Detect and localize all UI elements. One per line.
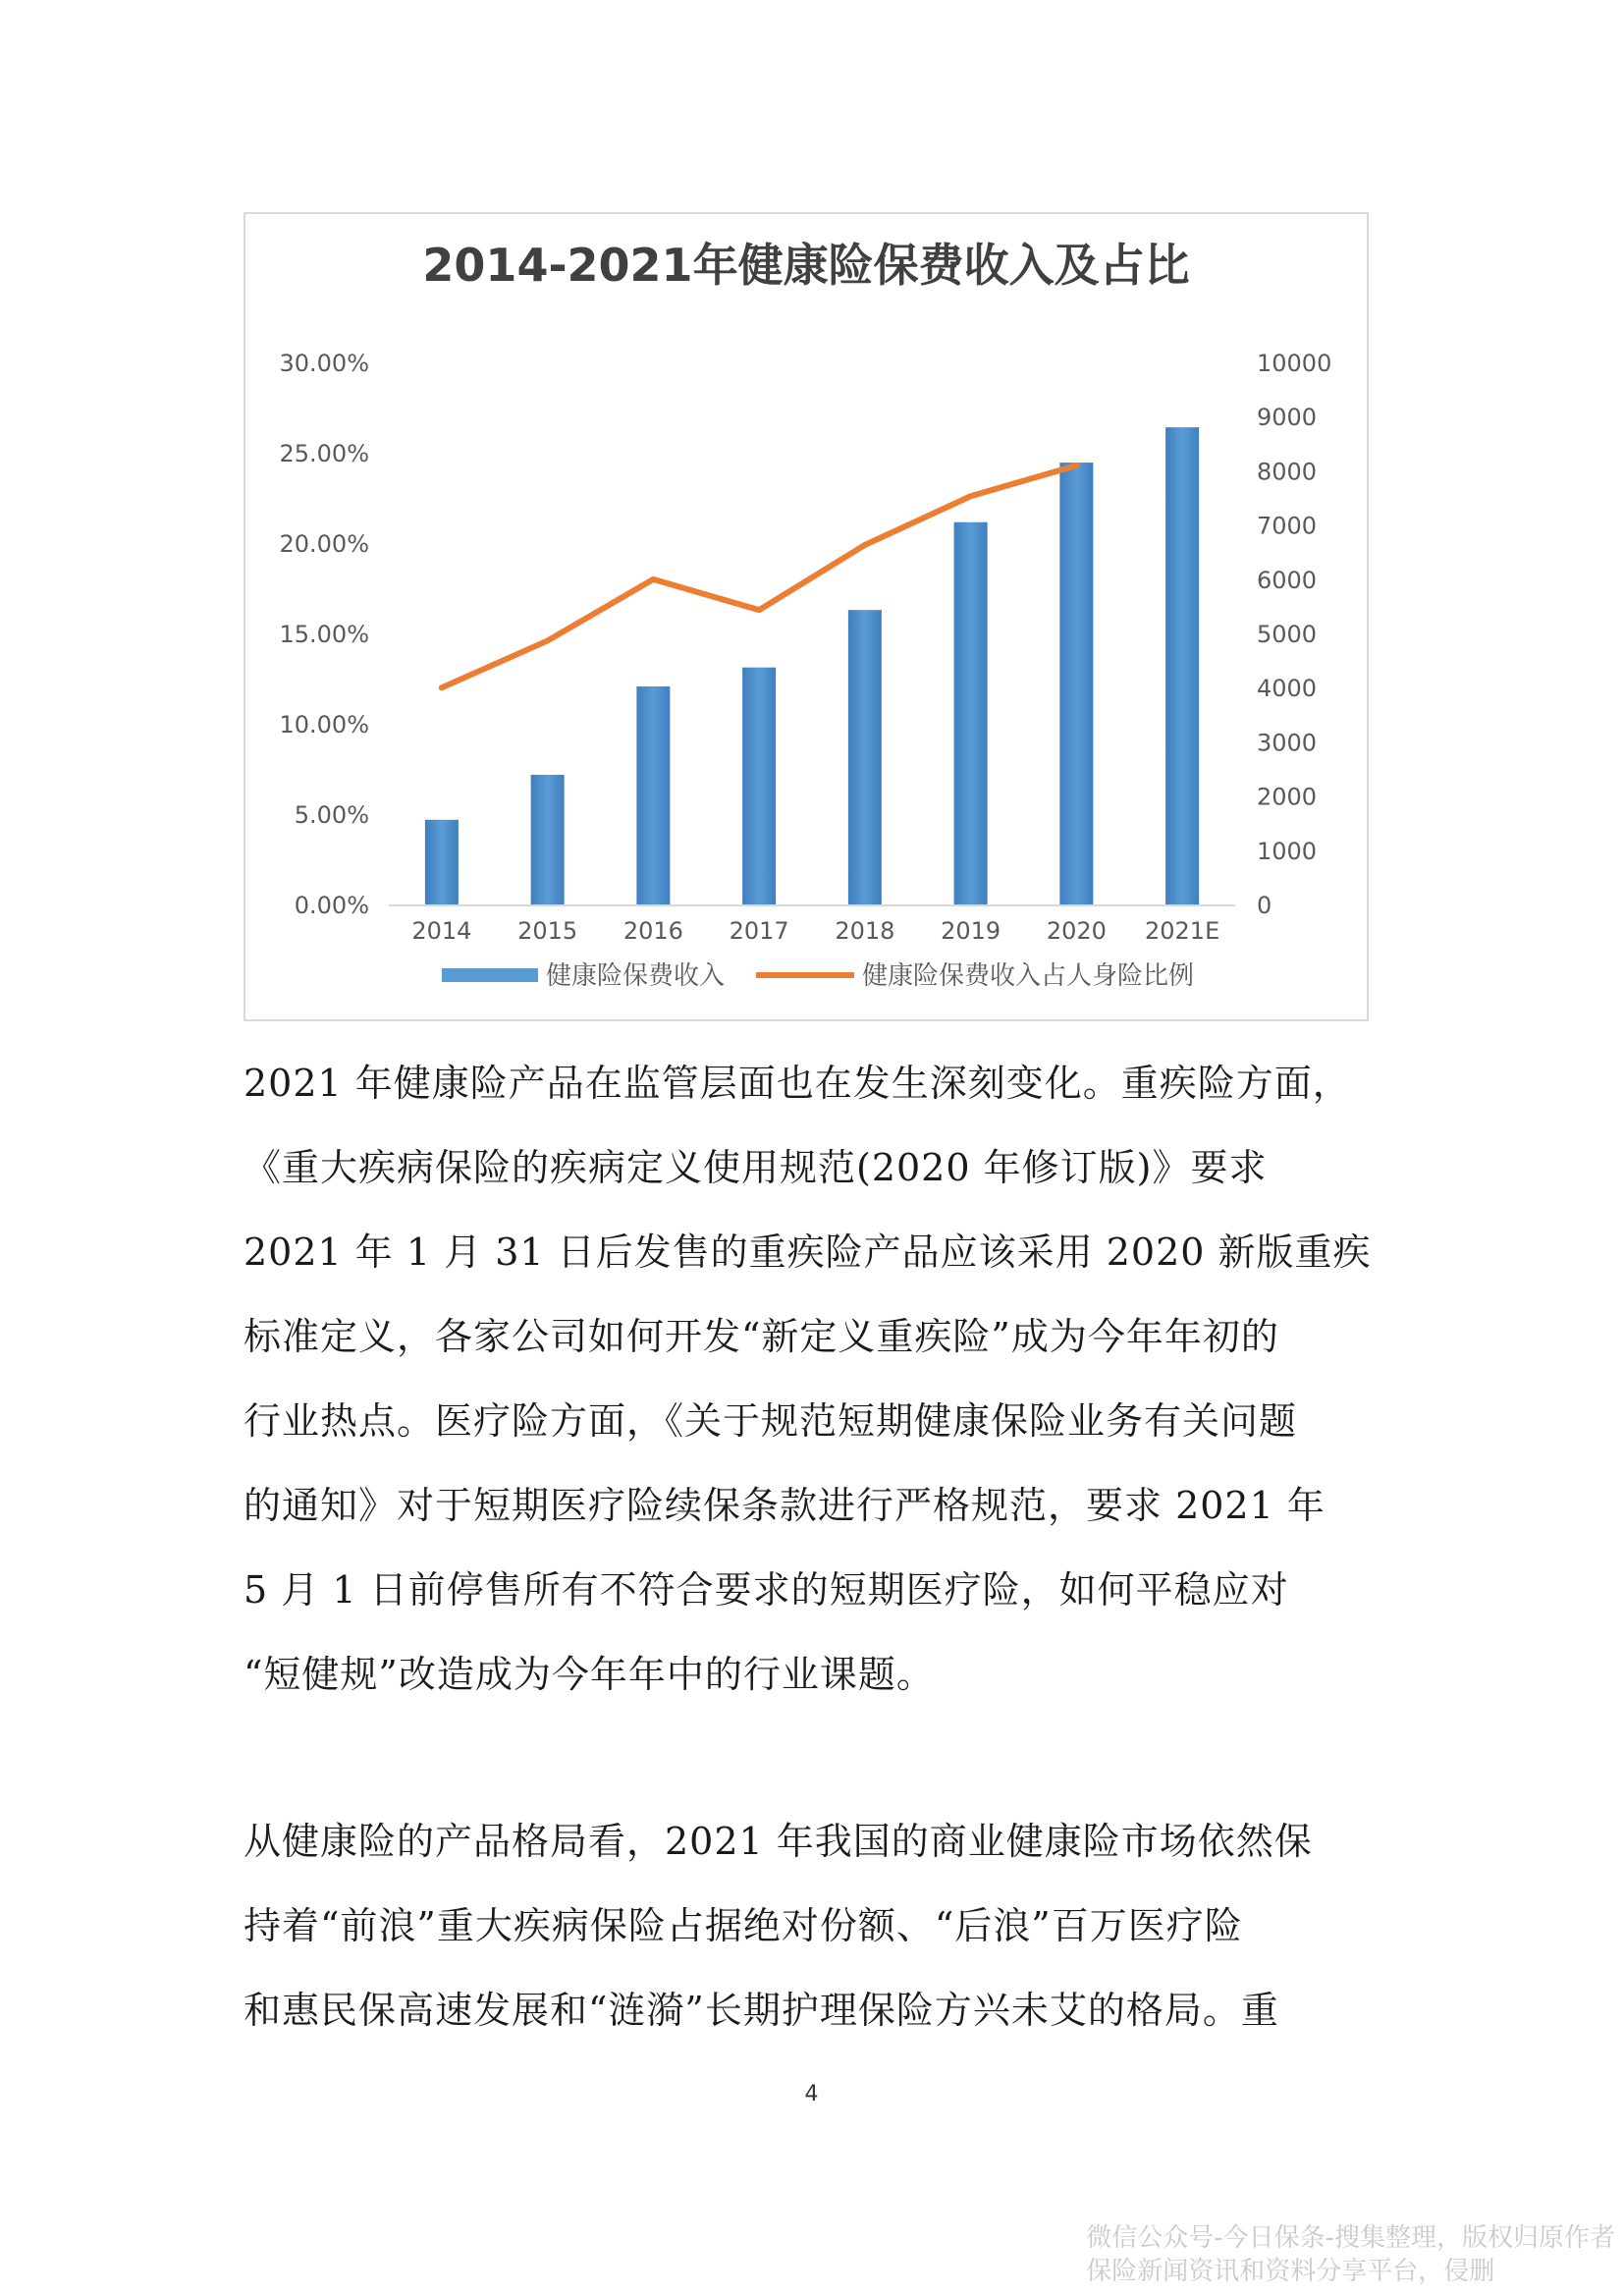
paragraph-line: 和惠民保高速发展和“涟漪”长期护理保险方兴未艾的格局。重 bbox=[243, 1989, 1279, 2032]
right-axis-tick-label: 10000 bbox=[1257, 350, 1332, 377]
right-axis-tick-label: 6000 bbox=[1257, 566, 1318, 594]
right-axis-tick-label: 4000 bbox=[1257, 675, 1318, 703]
line-point bbox=[547, 640, 548, 641]
paragraph-line: 5 月 1 日前停售所有不符合要求的短期医疗险，如何平稳应对 bbox=[243, 1568, 1289, 1612]
legend-line-label: 健康险保费收入占人身险比例 bbox=[862, 961, 1195, 991]
right-axis-tick-label: 7000 bbox=[1257, 512, 1318, 540]
x-axis-tick-label: 2021E bbox=[1145, 917, 1220, 945]
right-axis-tick-label: 1000 bbox=[1257, 837, 1318, 865]
bar-series bbox=[425, 427, 1199, 905]
right-axis-ticks bbox=[1257, 350, 1331, 919]
line-point bbox=[864, 544, 865, 545]
bar bbox=[742, 668, 776, 905]
right-axis-tick-label: 3000 bbox=[1257, 729, 1318, 757]
left-axis-tick-label: 10.00% bbox=[279, 711, 369, 738]
x-axis-tick-label: 2017 bbox=[729, 917, 789, 945]
legend-bar-swatch bbox=[442, 968, 538, 982]
paragraph-line: 的通知》对于短期医疗险续保条款进行严格规范，要求 2021 年 bbox=[243, 1484, 1325, 1527]
watermark-line: 微信公众号-今日保条-搜集整理，版权归原作者 bbox=[1086, 2223, 1615, 2253]
paragraph-line: 持着“前浪”重大疾病保险占据绝对份额、“后浪”百万医疗险 bbox=[243, 1904, 1243, 1947]
left-axis-tick-label: 30.00% bbox=[279, 350, 369, 377]
left-axis-ticks bbox=[279, 350, 369, 919]
line-point bbox=[441, 687, 442, 688]
x-axis-tick-labels bbox=[411, 917, 1219, 945]
paragraph-product-structure bbox=[243, 1799, 1371, 2052]
bar bbox=[848, 610, 882, 905]
bar bbox=[425, 820, 459, 905]
page-number: 4 bbox=[804, 2082, 819, 2106]
bar bbox=[531, 775, 565, 905]
left-axis-tick-label: 5.00% bbox=[294, 801, 369, 829]
line-point bbox=[970, 496, 971, 497]
x-axis-tick-label: 2018 bbox=[835, 917, 895, 945]
right-axis-tick-label: 2000 bbox=[1257, 783, 1318, 811]
left-axis-tick-label: 25.00% bbox=[279, 440, 369, 467]
x-axis-tick-label: 2014 bbox=[411, 917, 472, 945]
chart-figure bbox=[243, 212, 1369, 1021]
watermark bbox=[1086, 2221, 1615, 2288]
x-axis-tick-label: 2020 bbox=[1046, 917, 1107, 945]
left-axis-tick-label: 0.00% bbox=[294, 892, 369, 919]
paragraph-line: 行业热点。医疗险方面，《关于规范短期健康保险业务有关问题 bbox=[243, 1399, 1298, 1443]
x-axis-tick-label: 2015 bbox=[517, 917, 578, 945]
right-axis-tick-label: 5000 bbox=[1257, 621, 1318, 648]
paragraph-line: 《重大疾病保险的疾病定义使用规范(2020 年修订版)》要求 bbox=[243, 1146, 1268, 1189]
paragraph-regulation bbox=[243, 1041, 1371, 1717]
legend-bar-label: 健康险保费收入 bbox=[546, 961, 726, 991]
bar bbox=[954, 522, 988, 905]
x-axis-tick-label: 2016 bbox=[622, 917, 683, 945]
right-axis-tick-label: 8000 bbox=[1257, 458, 1318, 486]
left-axis-tick-label: 15.00% bbox=[279, 621, 369, 648]
left-axis-tick-label: 20.00% bbox=[279, 530, 369, 558]
watermark-line: 保险新闻资讯和资料分享平台，侵删 bbox=[1086, 2257, 1495, 2286]
paragraph-line: 2021 年健康险产品在监管层面也在发生深刻变化。重疾险方面， bbox=[243, 1062, 1351, 1105]
paragraph-line: 2021 年 1 月 31 日后发售的重疾险产品应该采用 2020 新版重疾 bbox=[243, 1230, 1372, 1274]
chart-svg bbox=[245, 214, 1367, 1019]
line-point bbox=[653, 578, 654, 579]
bar bbox=[636, 686, 670, 905]
chart-legend bbox=[442, 961, 1194, 991]
right-axis-tick-label: 0 bbox=[1257, 892, 1272, 919]
x-axis-tick-label: 2019 bbox=[941, 917, 1001, 945]
paragraph-line: 标准定义，各家公司如何开发“新定义重疾险”成为今年年初的 bbox=[243, 1315, 1279, 1358]
line-point bbox=[759, 610, 760, 611]
paragraph-line: 从健康险的产品格局看，2021 年我国的商业健康险市场依然保 bbox=[243, 1820, 1313, 1863]
paragraph-line: “短健规”改造成为今年年中的行业课题。 bbox=[243, 1653, 935, 1696]
right-axis-tick-label: 9000 bbox=[1257, 404, 1318, 432]
chart-title: 2014-2021年健康险保费收入及占比 bbox=[422, 239, 1190, 292]
bar bbox=[1059, 463, 1093, 905]
bar bbox=[1165, 427, 1199, 905]
